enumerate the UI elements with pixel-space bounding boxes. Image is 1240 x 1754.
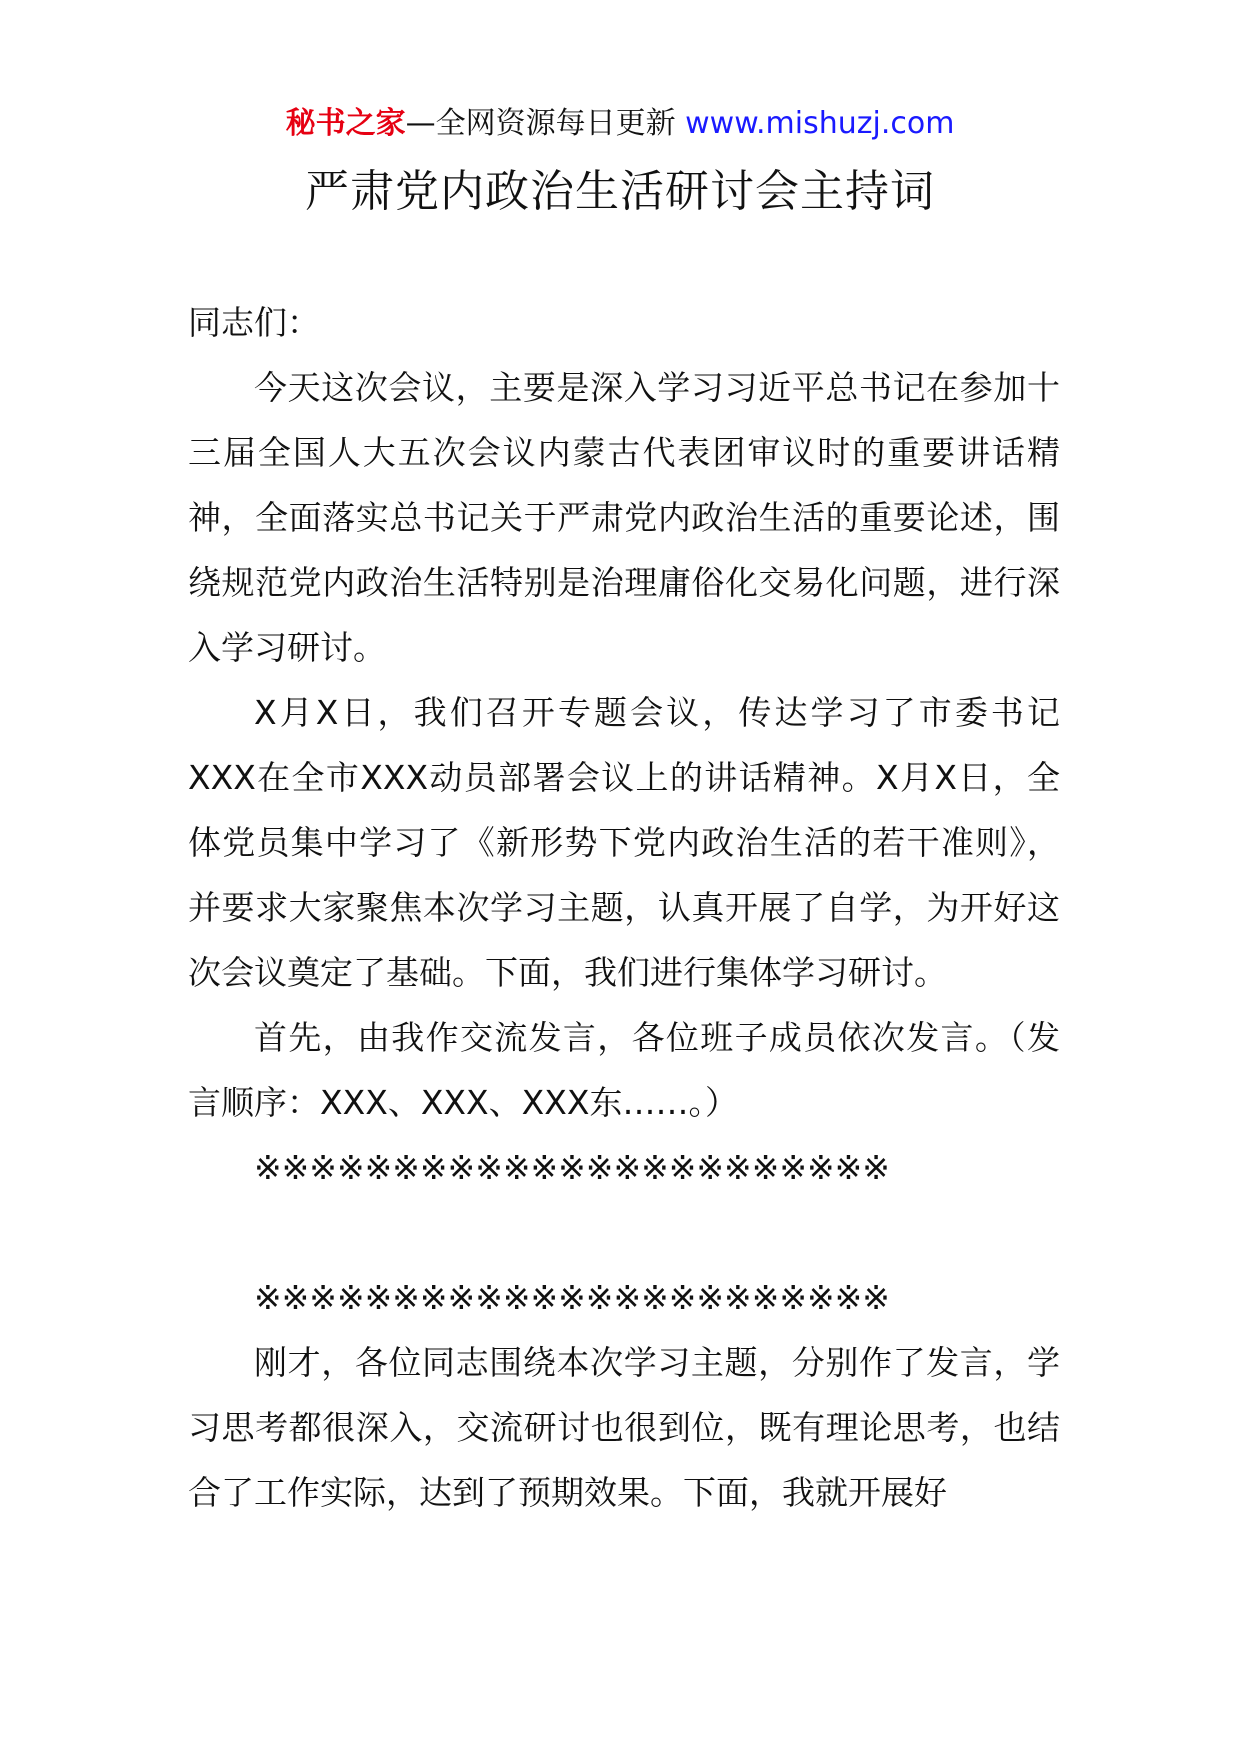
separator-line-2: ※※※※※※※※※※※※※※※※※※※※※※※ (254, 1278, 890, 1317)
separator-line-1: ※※※※※※※※※※※※※※※※※※※※※※※ (254, 1148, 890, 1187)
banner-slogan: —全网资源每日更新 (405, 106, 676, 141)
closing-paragraph: 刚才，各位同志围绕本次学习主题，分别作了发言，学习思考都很深入，交流研讨也很到位，既有理论思考，也结合了工作实际，达到了预期效果。下面，我就开展好 (188, 1343, 1060, 1512)
blank-line (188, 1200, 1060, 1265)
paragraph-2: X月X日，我们召开专题会议，传达学习了市委书记XXX在全市XXX动员部署会议上的讲话精神。X月X日，全体党员集中学习了《新形势下党内政治生活的若干准则》，并要求大家聚焦本次学习主题，认真开展了自学，为开好这次会议奠定了基础。下面，我们进行集体学习研讨。 (188, 693, 1060, 992)
site-banner (0, 100, 1240, 148)
site-url-link[interactable]: www.mishuzj.com (685, 106, 955, 141)
brand-name: 秘书之家 (285, 106, 406, 141)
paragraph-1: 今天这次会议，主要是深入学习习近平总书记在参加十三届全国人大五次会议内蒙古代表团审议时的重要讲话精神，全面落实总书记关于严肃党内政治生活的重要论述，围绕规范党内政治生活特别是治理庸俗化交易化问题，进行深入学习研讨。 (188, 368, 1060, 667)
paragraph-3: 首先，由我作交流发言，各位班子成员依次发言。（发言顺序：XXX、XXX、XXX东……。） (188, 1018, 1060, 1122)
document-body (188, 290, 1060, 1525)
salutation: 同志们： (188, 303, 320, 342)
document-title: 严肃党内政治生活研讨会主持词 (305, 166, 935, 217)
